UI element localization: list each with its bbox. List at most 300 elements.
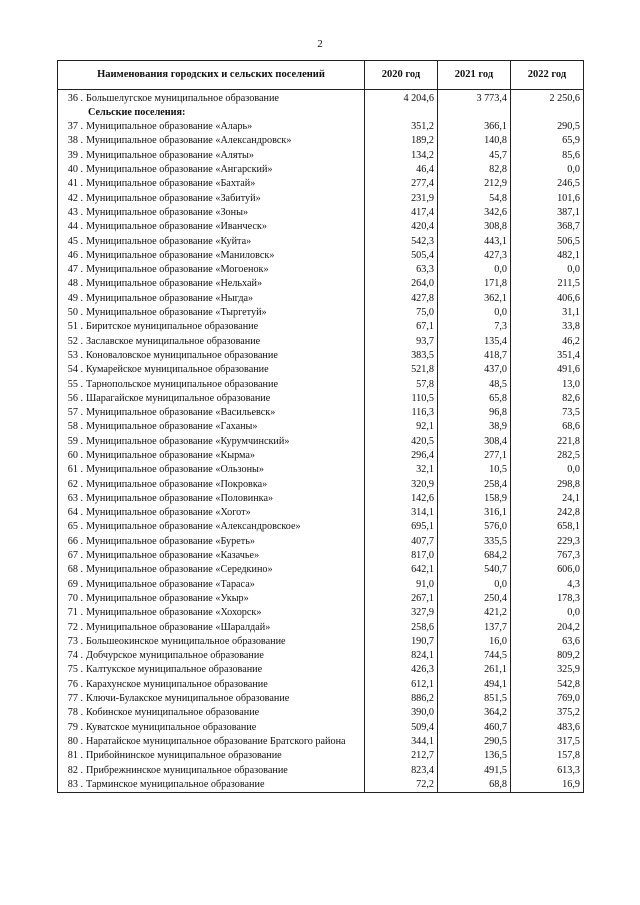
value-y2021: 308,8 — [438, 220, 511, 234]
value-y2021: 0,0 — [438, 305, 511, 319]
settlement-cell — [58, 763, 365, 777]
value-y2020: 351,2 — [365, 120, 438, 134]
value-y2020: 32,1 — [365, 463, 438, 477]
table-row — [58, 220, 584, 234]
value-y2022: 204,2 — [511, 620, 584, 634]
settlement-name: Большеокинское муниципальное образование — [86, 635, 286, 647]
value-y2022: 101,6 — [511, 191, 584, 205]
value-y2022: 0,0 — [511, 606, 584, 620]
value-y2021: 68,8 — [438, 777, 511, 792]
value-y2020: 327,9 — [365, 606, 438, 620]
value-y2022: 290,5 — [511, 120, 584, 134]
empty-cell — [438, 105, 511, 119]
value-y2021: 16,0 — [438, 634, 511, 648]
settlement-cell — [58, 777, 365, 792]
row-number: 37 . — [67, 121, 83, 133]
value-y2020: 212,7 — [365, 749, 438, 763]
value-y2020: 92,1 — [365, 420, 438, 434]
value-y2022: 298,8 — [511, 477, 584, 491]
value-y2022: 221,8 — [511, 434, 584, 448]
row-number: 64 . — [67, 507, 83, 519]
row-number: 70 . — [67, 592, 83, 604]
value-y2020: 612,1 — [365, 677, 438, 691]
settlement-cell — [58, 90, 365, 106]
table-row — [58, 777, 584, 792]
value-y2020: 258,6 — [365, 620, 438, 634]
value-y2021: 364,2 — [438, 706, 511, 720]
value-y2021: 540,7 — [438, 563, 511, 577]
settlement-cell — [58, 477, 365, 491]
row-number: 41 . — [67, 178, 83, 190]
table-row — [58, 749, 584, 763]
value-y2022: 242,8 — [511, 506, 584, 520]
settlement-cell — [58, 134, 365, 148]
value-y2020: 264,0 — [365, 277, 438, 291]
settlement-name: Добчурское муниципальное образование — [86, 650, 264, 662]
value-y2020: 134,2 — [365, 148, 438, 162]
table-row — [58, 520, 584, 534]
value-y2020: 505,4 — [365, 248, 438, 262]
value-y2021: 48,5 — [438, 377, 511, 391]
settlement-name: Муниципальное образование «Забитуй» — [86, 192, 261, 204]
value-y2021: 135,4 — [438, 334, 511, 348]
value-y2021: 342,6 — [438, 205, 511, 219]
row-number: 78 . — [67, 707, 83, 719]
table-row — [58, 162, 584, 176]
row-number: 82 . — [67, 764, 83, 776]
value-y2021: 96,8 — [438, 406, 511, 420]
value-y2022: 491,6 — [511, 363, 584, 377]
settlement-cell — [58, 720, 365, 734]
row-number: 68 . — [67, 564, 83, 576]
table-row — [58, 406, 584, 420]
value-y2021: 362,1 — [438, 291, 511, 305]
table-row — [58, 420, 584, 434]
value-y2020: 189,2 — [365, 134, 438, 148]
value-y2020: 296,4 — [365, 448, 438, 462]
value-y2022: 2 250,6 — [511, 90, 584, 106]
settlement-cell — [58, 591, 365, 605]
settlement-cell — [58, 406, 365, 420]
value-y2021: 684,2 — [438, 549, 511, 563]
value-y2021: 308,4 — [438, 434, 511, 448]
table-body — [58, 90, 584, 793]
settlement-name: Тарминское муниципальное образование — [86, 778, 265, 790]
settlement-name: Муниципальное образование «Васильевск» — [86, 407, 276, 419]
table-row — [58, 177, 584, 191]
settlement-cell — [58, 563, 365, 577]
settlement-cell — [58, 363, 365, 377]
header-year-2021: 2021 год — [438, 61, 511, 90]
value-y2020: 824,1 — [365, 649, 438, 663]
settlement-name: Тарнопольское муниципальное образование — [86, 378, 278, 390]
table-row — [58, 649, 584, 663]
row-number: 40 . — [67, 164, 83, 176]
value-y2022: 368,7 — [511, 220, 584, 234]
settlement-cell — [58, 691, 365, 705]
value-y2022: 613,3 — [511, 763, 584, 777]
value-y2022: 63,6 — [511, 634, 584, 648]
row-number: 49 . — [67, 292, 83, 304]
value-y2022: 31,1 — [511, 305, 584, 319]
table-row — [58, 534, 584, 548]
row-number: 61 . — [67, 464, 83, 476]
table-row — [58, 506, 584, 520]
value-y2022: 325,9 — [511, 663, 584, 677]
settlement-cell — [58, 606, 365, 620]
value-y2020: 93,7 — [365, 334, 438, 348]
row-number: 72 . — [67, 621, 83, 633]
table-row — [58, 606, 584, 620]
settlement-cell — [58, 120, 365, 134]
row-number: 60 . — [67, 450, 83, 461]
row-number: 76 . — [67, 678, 83, 690]
settlement-name: Муниципальное образование «Нельхай» — [86, 278, 263, 290]
table-row — [58, 377, 584, 391]
settlement-cell — [58, 448, 365, 462]
settlement-cell — [58, 506, 365, 520]
table-row — [58, 691, 584, 705]
value-y2021: 366,1 — [438, 120, 511, 134]
value-y2022: 506,5 — [511, 234, 584, 248]
row-number: 43 . — [67, 206, 83, 218]
settlement-name: Муниципальное образование «Покровка» — [86, 478, 268, 490]
settlement-name: Муниципальное образование «Хогот» — [86, 507, 251, 519]
row-number: 46 . — [67, 249, 83, 261]
value-y2022: 387,1 — [511, 205, 584, 219]
row-number: 62 . — [67, 478, 83, 490]
settlement-name: Калтукское муниципальное образование — [86, 664, 263, 676]
value-y2020: 67,1 — [365, 320, 438, 334]
value-y2020: 521,8 — [365, 363, 438, 377]
settlement-cell — [58, 263, 365, 277]
row-number: 59 . — [67, 435, 83, 447]
value-y2021: 427,3 — [438, 248, 511, 262]
row-number: 51 . — [67, 321, 83, 333]
value-y2020: 91,0 — [365, 577, 438, 591]
value-y2022: 809,2 — [511, 649, 584, 663]
row-number: 42 . — [67, 192, 83, 204]
settlement-name: Муниципальное образование «Ангарский» — [86, 164, 273, 176]
row-number: 47 . — [67, 264, 83, 276]
row-number: 67 . — [67, 550, 83, 562]
table-row — [58, 634, 584, 648]
settlement-cell — [58, 377, 365, 391]
value-y2021: 258,4 — [438, 477, 511, 491]
settlement-name: Муниципальное образование «Шаралдай» — [86, 621, 271, 633]
table-row — [58, 205, 584, 219]
settlement-name: Кумарейское муниципальное образование — [86, 364, 269, 376]
value-y2020: 110,5 — [365, 391, 438, 405]
value-y2020: 542,3 — [365, 234, 438, 248]
settlement-name: Муниципальное образование «Куйта» — [86, 235, 252, 247]
value-y2020: 231,9 — [365, 191, 438, 205]
settlement-name: Муниципальное образование «Буреть» — [86, 535, 255, 547]
header-row — [58, 61, 584, 90]
empty-cell — [511, 105, 584, 119]
settlement-cell — [58, 320, 365, 334]
settlement-cell — [58, 520, 365, 534]
row-number: 56 . — [67, 392, 83, 404]
settlement-cell — [58, 463, 365, 477]
settlement-name: Муниципальное образование «Середкино» — [86, 564, 273, 576]
settlement-cell — [58, 577, 365, 591]
section-heading: Сельские поселения: — [58, 105, 365, 119]
value-y2021: 460,7 — [438, 720, 511, 734]
table-row — [58, 120, 584, 134]
table-row — [58, 334, 584, 348]
value-y2021: 744,5 — [438, 649, 511, 663]
value-y2022: 767,3 — [511, 549, 584, 563]
row-number: 77 . — [67, 693, 83, 705]
settlement-name: Муниципальное образование «Зоны» — [86, 206, 249, 218]
value-y2022: 85,6 — [511, 148, 584, 162]
value-y2020: 823,4 — [365, 763, 438, 777]
value-y2020: 142,6 — [365, 491, 438, 505]
value-y2021: 45,7 — [438, 148, 511, 162]
settlement-name: Прибойнинское муниципальное образование — [86, 750, 282, 762]
settlement-cell — [58, 549, 365, 563]
value-y2022: 0,0 — [511, 463, 584, 477]
value-y2020: 509,4 — [365, 720, 438, 734]
settlement-cell — [58, 706, 365, 720]
table-row — [58, 277, 584, 291]
row-number: 53 . — [67, 349, 83, 361]
value-y2022: 0,0 — [511, 263, 584, 277]
table-row — [58, 463, 584, 477]
value-y2022: 282,5 — [511, 448, 584, 462]
value-y2020: 695,1 — [365, 520, 438, 534]
row-number: 36 . — [67, 92, 83, 104]
value-y2021: 316,1 — [438, 506, 511, 520]
value-y2022: 317,5 — [511, 734, 584, 748]
settlement-cell — [58, 348, 365, 362]
page-number: 2 — [317, 38, 323, 50]
settlement-cell — [58, 620, 365, 634]
table-row — [58, 620, 584, 634]
value-y2022: 375,2 — [511, 706, 584, 720]
row-number: 66 . — [67, 535, 83, 547]
value-y2021: 3 773,4 — [438, 90, 511, 106]
settlement-name: Муниципальное образование «Бахтай» — [86, 178, 256, 190]
settlement-cell — [58, 277, 365, 291]
settlement-name: Муниципальное образование «Александровск» — [86, 135, 292, 147]
row-number: 44 . — [67, 221, 83, 233]
settlement-cell — [58, 534, 365, 548]
settlement-cell — [58, 248, 365, 262]
value-y2022: 4,3 — [511, 577, 584, 591]
settlement-name: Муниципальное образование «Александровское» — [86, 521, 301, 533]
empty-cell — [365, 105, 438, 119]
row-number: 48 . — [67, 278, 83, 290]
value-y2021: 158,9 — [438, 491, 511, 505]
table-row — [58, 591, 584, 605]
value-y2020: 344,1 — [365, 734, 438, 748]
value-y2022: 16,9 — [511, 777, 584, 792]
settlement-name: Заславское муниципальное образование — [86, 335, 261, 347]
table-row — [58, 491, 584, 505]
value-y2021: 171,8 — [438, 277, 511, 291]
value-y2021: 82,8 — [438, 162, 511, 176]
row-number: 80 . — [67, 735, 83, 747]
value-y2022: 351,4 — [511, 348, 584, 362]
value-y2022: 33,8 — [511, 320, 584, 334]
value-y2020: 886,2 — [365, 691, 438, 705]
row-number: 58 . — [67, 421, 83, 433]
value-y2022: 211,5 — [511, 277, 584, 291]
value-y2020: 420,4 — [365, 220, 438, 234]
value-y2021: 335,5 — [438, 534, 511, 548]
value-y2021: 290,5 — [438, 734, 511, 748]
value-y2022: 606,0 — [511, 563, 584, 577]
settlement-name: Муниципальное образование «Тараса» — [86, 578, 255, 590]
table-row — [58, 477, 584, 491]
table-row — [58, 549, 584, 563]
value-y2020: 420,5 — [365, 434, 438, 448]
settlement-cell — [58, 162, 365, 176]
table-row — [58, 706, 584, 720]
settlement-name: Муниципальное образование «Тыргетуй» — [86, 307, 267, 319]
table-row — [58, 105, 584, 119]
value-y2020: 116,3 — [365, 406, 438, 420]
settlement-name: Муниципальное образование «Половинка» — [86, 492, 274, 504]
value-y2020: 46,4 — [365, 162, 438, 176]
settlement-cell — [58, 634, 365, 648]
table-row — [58, 434, 584, 448]
value-y2021: 250,4 — [438, 591, 511, 605]
settlement-cell — [58, 491, 365, 505]
settlement-cell — [58, 334, 365, 348]
value-y2020: 417,4 — [365, 205, 438, 219]
value-y2020: 75,0 — [365, 305, 438, 319]
value-y2021: 494,1 — [438, 677, 511, 691]
settlement-name: Муниципальное образование «Казачье» — [86, 550, 260, 562]
settlement-cell — [58, 434, 365, 448]
value-y2022: 13,0 — [511, 377, 584, 391]
value-y2022: 73,5 — [511, 406, 584, 420]
value-y2022: 0,0 — [511, 162, 584, 176]
value-y2021: 443,1 — [438, 234, 511, 248]
row-number: 74 . — [67, 650, 83, 662]
settlement-name: Муниципальное образование «Ользоны» — [86, 464, 264, 476]
settlement-name: Шарагайское муниципальное образование — [86, 392, 271, 404]
settlement-cell — [58, 663, 365, 677]
settlement-cell — [58, 734, 365, 748]
settlement-name: Муниципальное образование «Гаханы» — [86, 421, 258, 433]
value-y2020: 277,4 — [365, 177, 438, 191]
settlement-name: Прибрежнинское муниципальное образование — [86, 764, 288, 776]
value-y2021: 0,0 — [438, 577, 511, 591]
value-y2022: 482,1 — [511, 248, 584, 262]
value-y2021: 136,5 — [438, 749, 511, 763]
table-row — [58, 305, 584, 319]
settlement-name: Муниципальное образование «Хохорск» — [86, 607, 262, 619]
value-y2022: 406,6 — [511, 291, 584, 305]
settlement-cell — [58, 220, 365, 234]
value-y2020: 817,0 — [365, 549, 438, 563]
value-y2022: 24,1 — [511, 491, 584, 505]
table-row — [58, 391, 584, 405]
value-y2020: 426,3 — [365, 663, 438, 677]
value-y2021: 421,2 — [438, 606, 511, 620]
settlement-cell — [58, 677, 365, 691]
value-y2021: 0,0 — [438, 263, 511, 277]
value-y2020: 642,1 — [365, 563, 438, 577]
value-y2022: 157,8 — [511, 749, 584, 763]
table-row — [58, 677, 584, 691]
settlement-name: Куватское муниципальное образование — [86, 721, 257, 733]
table-row — [58, 291, 584, 305]
settlement-name: Муниципальное образование «Могоенок» — [86, 264, 269, 276]
table-row — [58, 134, 584, 148]
settlement-name: Муниципальное образование «Ныгда» — [86, 292, 254, 304]
settlement-name: Кобинское муниципальное образование — [86, 707, 260, 719]
header-year-2020: 2020 год — [365, 61, 438, 90]
value-y2020: 57,8 — [365, 377, 438, 391]
table-row — [58, 263, 584, 277]
value-y2022: 46,2 — [511, 334, 584, 348]
value-y2021: 261,1 — [438, 663, 511, 677]
settlement-cell — [58, 291, 365, 305]
row-number: 69 . — [67, 578, 83, 590]
value-y2022: 246,5 — [511, 177, 584, 191]
table-row — [58, 577, 584, 591]
row-number: 63 . — [67, 492, 83, 504]
row-number: 57 . — [67, 407, 83, 419]
table-row — [58, 363, 584, 377]
budget-table — [57, 60, 584, 793]
header-year-2022: 2022 год — [511, 61, 584, 90]
row-number: 81 . — [67, 750, 83, 762]
value-y2021: 851,5 — [438, 691, 511, 705]
row-number: 83 . — [67, 778, 83, 790]
table-header — [58, 61, 584, 90]
value-y2021: 54,8 — [438, 191, 511, 205]
settlement-cell — [58, 391, 365, 405]
table-row — [58, 663, 584, 677]
value-y2020: 190,7 — [365, 634, 438, 648]
settlement-cell — [58, 649, 365, 663]
row-number: 52 . — [67, 335, 83, 347]
table-row — [58, 234, 584, 248]
settlement-name: Карахунское муниципальное образование — [86, 678, 268, 690]
settlement-cell — [58, 305, 365, 319]
table-row — [58, 248, 584, 262]
settlement-name: Биритское муниципальное образование — [86, 321, 259, 333]
value-y2021: 10,5 — [438, 463, 511, 477]
row-number: 54 . — [67, 364, 83, 376]
row-number: 39 . — [67, 149, 83, 161]
value-y2022: 65,9 — [511, 134, 584, 148]
value-y2020: 72,2 — [365, 777, 438, 792]
table-row — [58, 148, 584, 162]
settlement-name: Большелугское муниципальное образование — [86, 92, 279, 104]
settlement-name: Муниципальное образование «Укыр» — [86, 592, 249, 604]
value-y2020: 383,5 — [365, 348, 438, 362]
value-y2020: 390,0 — [365, 706, 438, 720]
settlement-name: Муниципальное образование «Кырма» — [86, 450, 256, 461]
value-y2021: 437,0 — [438, 363, 511, 377]
value-y2021: 418,7 — [438, 348, 511, 362]
table-row — [58, 720, 584, 734]
value-y2021: 576,0 — [438, 520, 511, 534]
value-y2020: 4 204,6 — [365, 90, 438, 106]
table-row — [58, 763, 584, 777]
row-number: 65 . — [67, 521, 83, 533]
value-y2021: 212,9 — [438, 177, 511, 191]
settlement-name: Ключи-Булакское муниципальное образование — [86, 693, 290, 705]
header-settlement-name: Наименования городских и сельских поселений — [58, 61, 365, 90]
